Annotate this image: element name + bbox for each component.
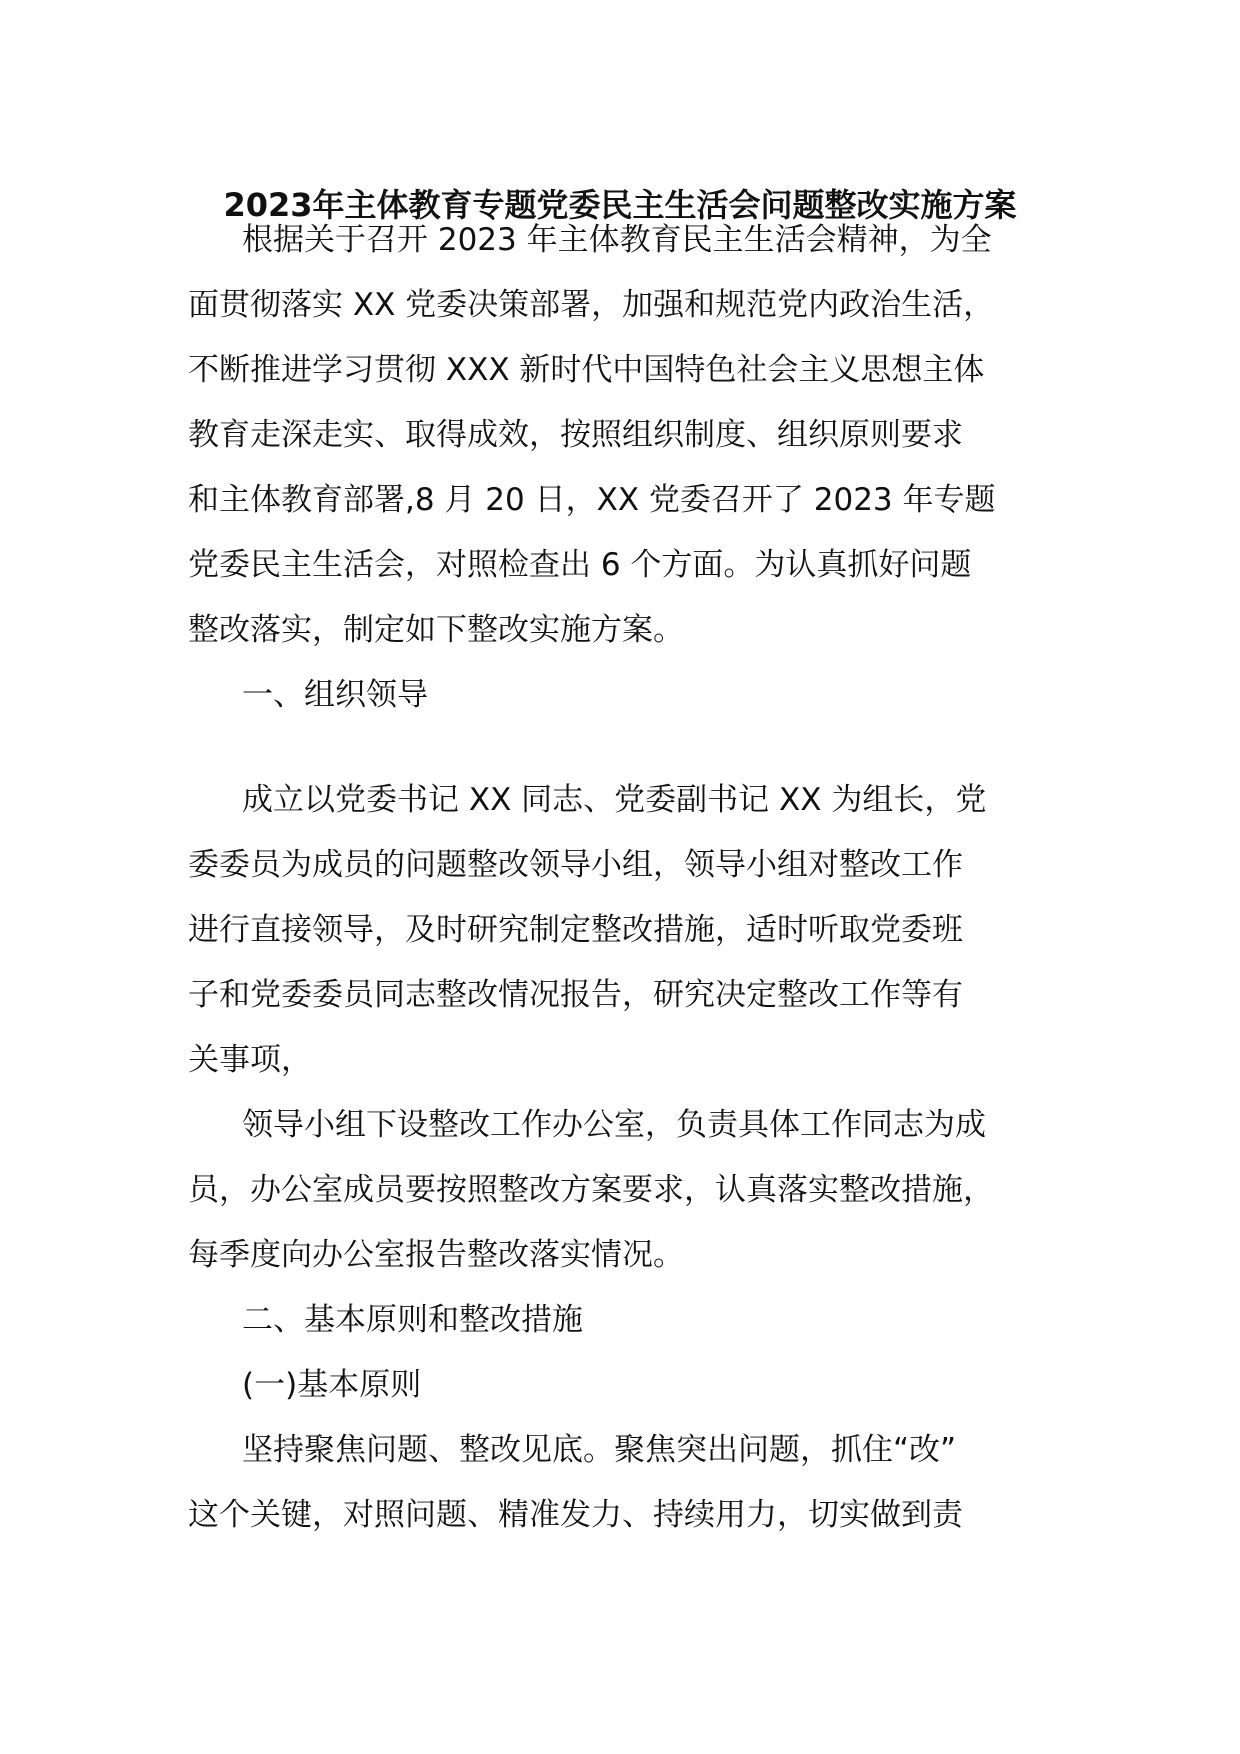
section-heading-principles <box>188 1288 1068 1353</box>
text-line: 不断推进学习贯彻 XXX 新时代中国特色社会主义思想主体 <box>188 352 985 388</box>
text-line: 子和党委委员同志整改情况报告，研究决定整改工作等有 <box>188 977 963 1013</box>
paragraph-intro <box>188 208 1068 663</box>
text-line: 每季度向办公室报告整改落实情况。 <box>188 1237 684 1273</box>
text-line: 成立以党委书记 XX 同志、党委副书记 XX 为组长，党 <box>242 782 987 818</box>
text-line: 领导小组下设整改工作办公室，负责具体工作同志为成 <box>242 1107 986 1143</box>
text-line: 员，办公室成员要按照整改方案要求，认真落实整改措施， <box>188 1172 994 1208</box>
text-line: 坚持聚焦问题、整改见底。聚焦突出问题，抓住“改” <box>242 1432 957 1468</box>
paragraph-office <box>188 1093 1068 1288</box>
subsection-heading-text: (一)基本原则 <box>242 1367 422 1403</box>
text-line: 这个关键，对照问题、精准发力、持续用力，切实做到责 <box>188 1497 963 1533</box>
section-heading-text: 二、基本原则和整改措施 <box>242 1302 583 1338</box>
text-line: 关事项， <box>188 1042 312 1078</box>
section-heading-organization <box>188 663 1068 728</box>
paragraph-focus-problems <box>188 1418 1068 1548</box>
text-line: 整改落实，制定如下整改实施方案。 <box>188 612 684 648</box>
text-line: 进行直接领导，及时研究制定整改措施，适时听取党委班 <box>188 912 963 948</box>
document-title: 2023年主体教育专题党委民主生活会问题整改实施方案 <box>223 186 1017 224</box>
text-line: 根据关于召开 2023 年主体教育民主生活会精神，为全 <box>242 222 992 258</box>
text-line: 面贯彻落实 XX 党委决策部署，加强和规范党内政治生活， <box>188 287 995 323</box>
subsection-heading-basic-principles <box>188 1353 1068 1418</box>
paragraph-leadership-group <box>188 768 1068 1093</box>
section-heading-text: 一、组织领导 <box>242 677 428 713</box>
text-line: 教育走深走实、取得成效，按照组织制度、组织原则要求 <box>188 417 963 453</box>
text-line: 和主体教育部署,8 月 20 日，XX 党委召开了 2023 年专题 <box>188 482 996 518</box>
text-line: 委委员为成员的问题整改领导小组，领导小组对整改工作 <box>188 847 963 883</box>
text-line: 党委民主生活会，对照检查出 6 个方面。为认真抓好问题 <box>188 547 972 583</box>
